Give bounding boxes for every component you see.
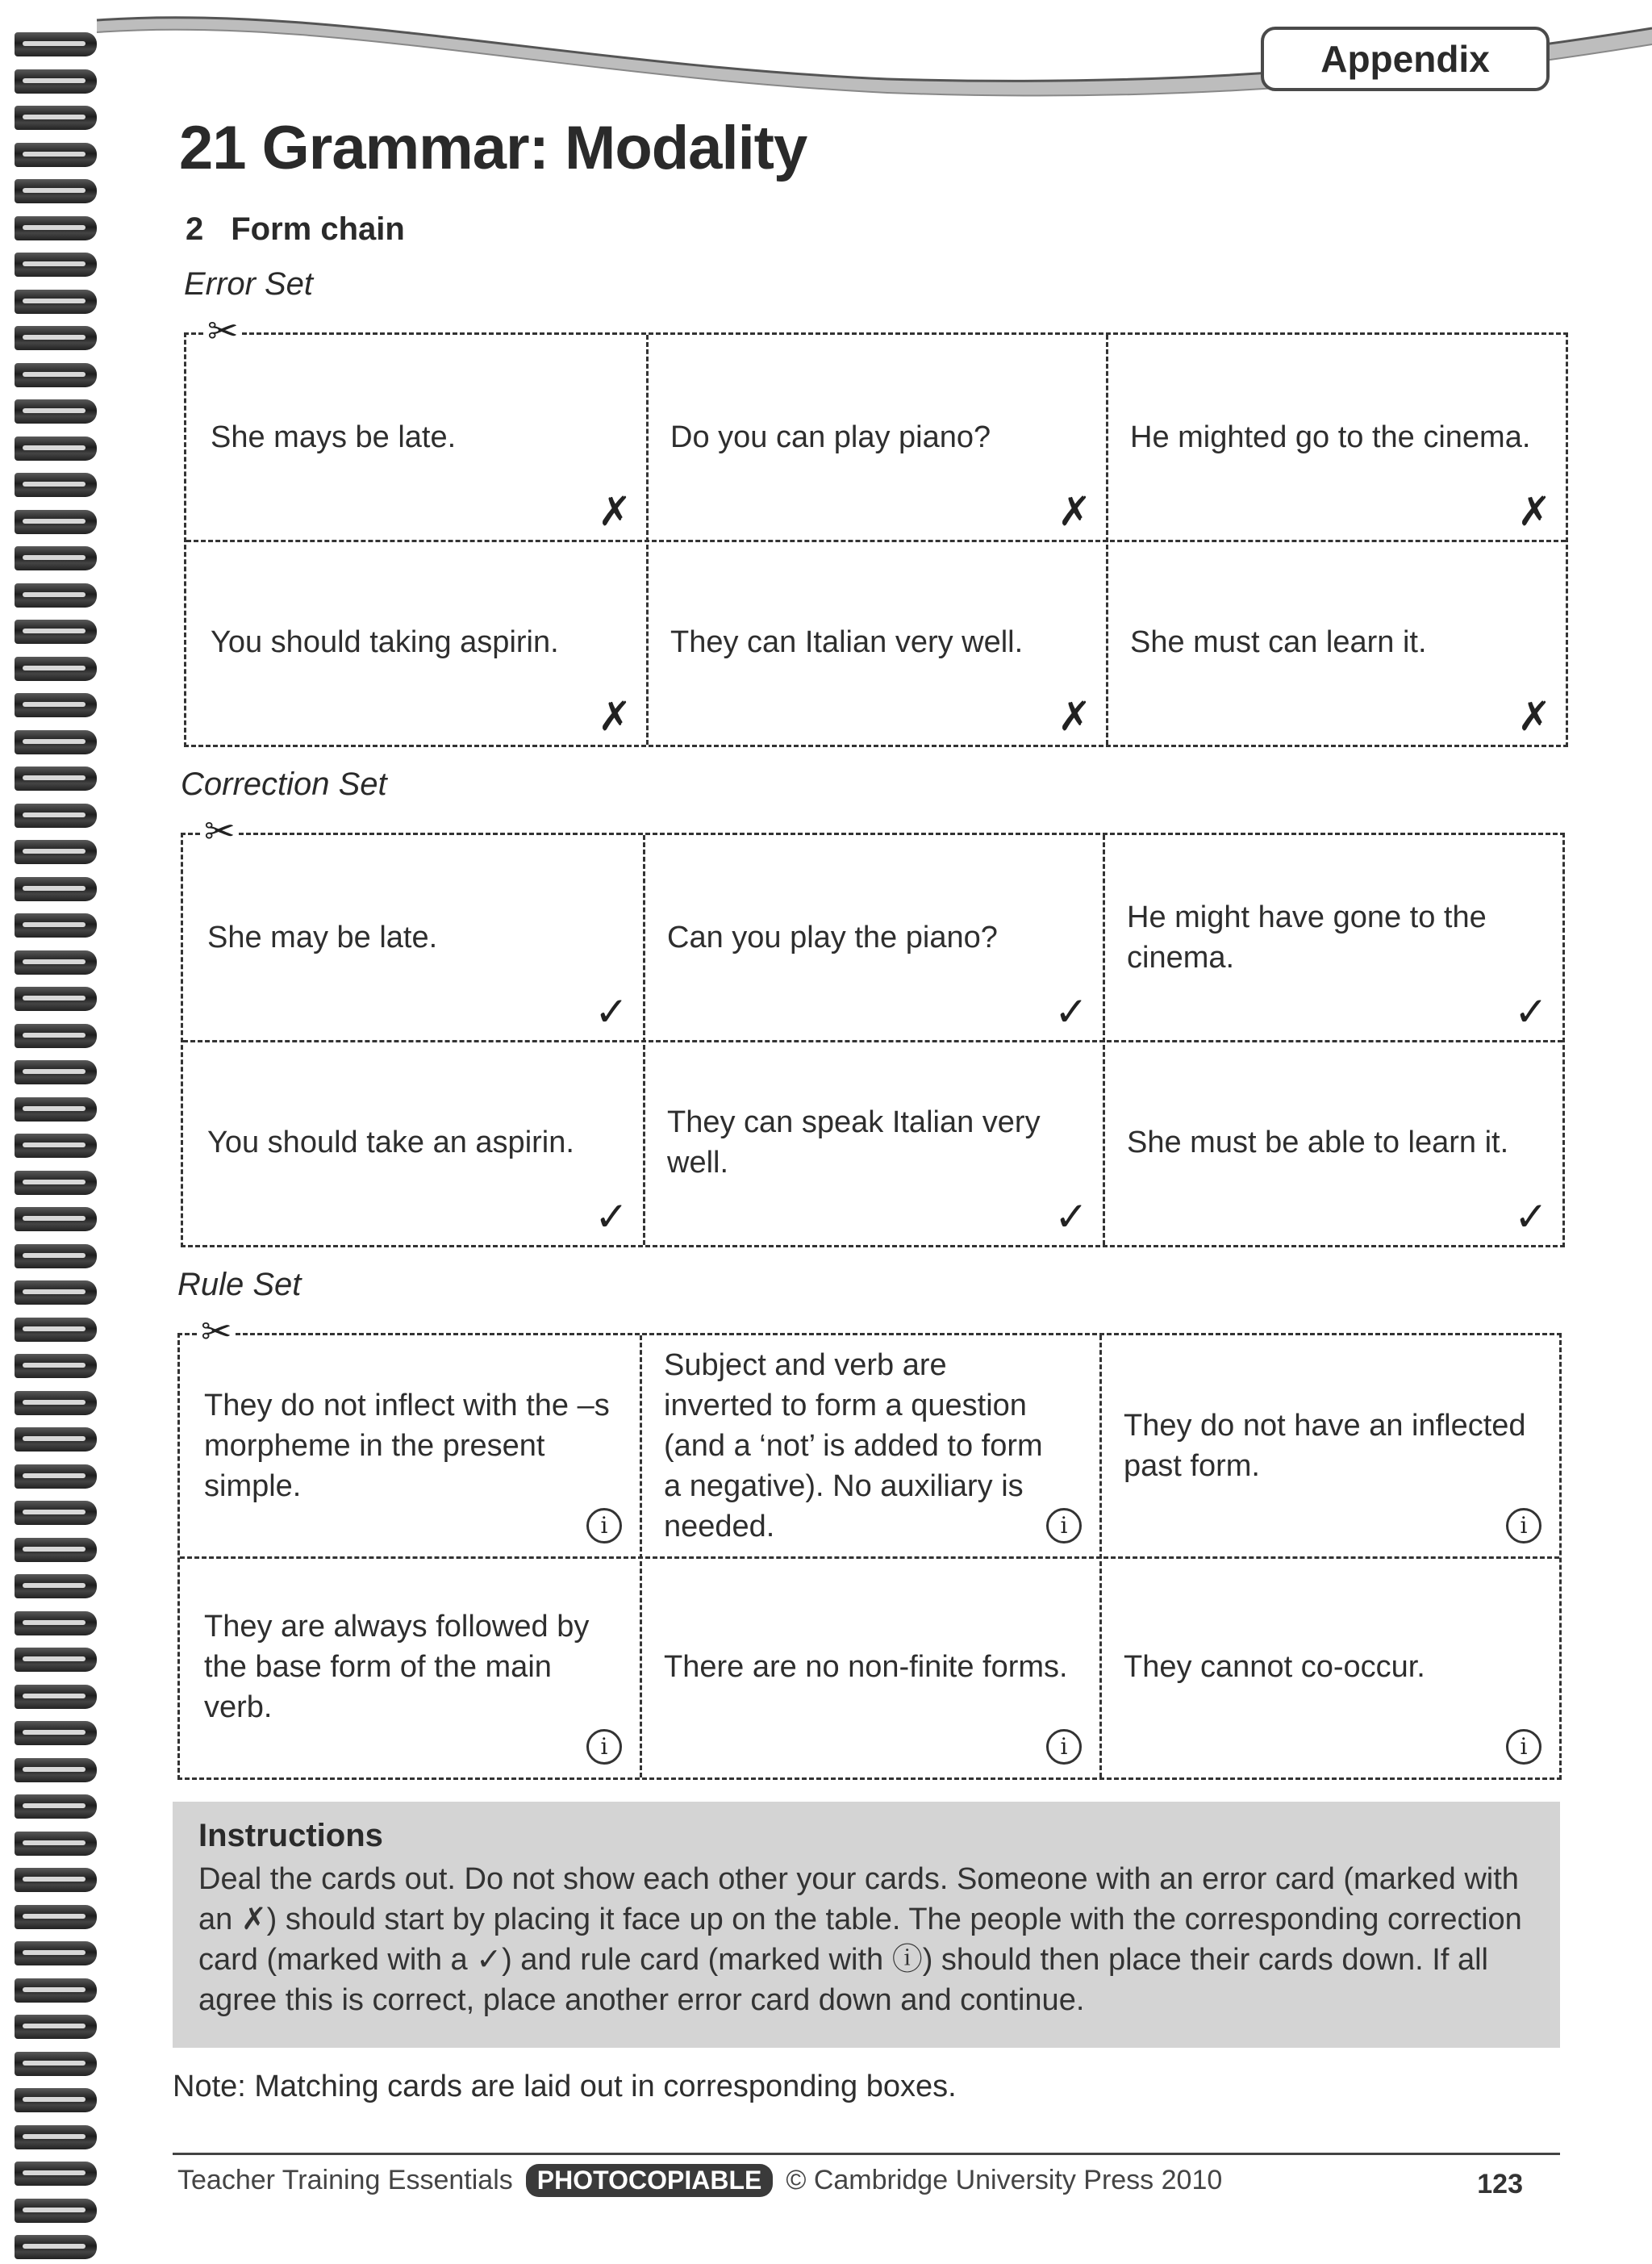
checkmark-icon: ✓ <box>1054 989 1088 1034</box>
section-heading <box>186 211 405 248</box>
checkmark-icon: ✓ <box>1054 1194 1088 1239</box>
binding-ring <box>15 1060 97 1084</box>
error-set-label: Error Set <box>184 266 314 302</box>
binding-ring <box>15 804 97 828</box>
page-number: 123 <box>1477 2169 1523 2199</box>
binding-ring <box>15 1538 97 1562</box>
scissors-icon: ✂ <box>198 1313 236 1350</box>
cross-icon: ✗ <box>1058 489 1091 534</box>
footer <box>177 2164 1222 2197</box>
binding-ring <box>15 2088 97 2112</box>
instructions-heading: Instructions <box>198 1818 383 1853</box>
binding-ring <box>15 767 97 791</box>
cross-icon: ✗ <box>1058 694 1091 739</box>
binding-ring <box>15 877 97 901</box>
correction-card: They can speak Italian very well. ✓ <box>667 1105 1088 1239</box>
error-card: They can Italian very well. ✗ <box>670 625 1091 739</box>
rule-card: There are no non-finite forms. i <box>640 1556 1099 1777</box>
binding-ring <box>15 253 97 277</box>
copyright: © Cambridge University Press 2010 <box>786 2165 1223 2195</box>
cross-icon: ✗ <box>1517 489 1551 534</box>
footer-divider <box>173 2153 1560 2155</box>
rule-card: They are always followed by the base form of the main verb. i <box>180 1556 640 1777</box>
binding-ring <box>15 1427 97 1452</box>
binding-ring <box>15 1501 97 1525</box>
binding-ring <box>15 620 97 644</box>
spiral-binding <box>0 0 105 2264</box>
rule-card: They do not have an inflected past form. i <box>1099 1335 1559 1556</box>
binding-ring <box>15 657 97 681</box>
info-icon: i <box>1046 1508 1082 1543</box>
binding-ring <box>15 1134 97 1158</box>
error-card: She mays be late. ✗ <box>211 420 632 534</box>
error-card: You should taking aspirin. ✗ <box>211 625 632 739</box>
binding-ring <box>15 2125 97 2149</box>
rule-card: They cannot co-occur. i <box>1099 1556 1559 1777</box>
binding-ring <box>15 1794 97 1819</box>
checkmark-icon: ✓ <box>1514 989 1548 1034</box>
cross-icon: ✗ <box>598 489 632 534</box>
binding-ring <box>15 1097 97 1122</box>
correction-card: You should take an aspirin. ✓ <box>207 1126 628 1239</box>
binding-ring <box>15 143 97 167</box>
binding-ring <box>15 1280 97 1305</box>
checkmark-icon: ✓ <box>594 1194 628 1239</box>
binding-ring <box>15 1758 97 1782</box>
binding-ring <box>15 1244 97 1268</box>
error-card: He mighted go to the cinema. ✗ <box>1130 420 1551 534</box>
binding-ring <box>15 1832 97 1856</box>
correction-card: She must be able to learn it. ✓ <box>1127 1126 1548 1239</box>
section-number: 2 <box>186 211 204 247</box>
binding-ring <box>15 730 97 754</box>
binding-ring <box>15 1391 97 1415</box>
binding-ring <box>15 693 97 717</box>
info-icon: i <box>586 1729 622 1765</box>
correction-card: He might have gone to the cinema. ✓ <box>1127 900 1548 1034</box>
binding-ring <box>15 1648 97 1672</box>
binding-ring <box>15 326 97 350</box>
binding-ring <box>15 1464 97 1489</box>
binding-ring <box>15 290 97 314</box>
binding-ring <box>15 1171 97 1195</box>
cross-icon: ✗ <box>1517 694 1551 739</box>
binding-ring <box>15 1868 97 1892</box>
binding-ring <box>15 437 97 461</box>
checkmark-icon: ✓ <box>1514 1194 1548 1239</box>
binding-ring <box>15 1905 97 1929</box>
binding-ring <box>15 1978 97 2003</box>
binding-ring <box>15 1941 97 1965</box>
binding-ring <box>15 950 97 975</box>
checkmark-icon: ✓ <box>594 989 628 1034</box>
binding-ring <box>15 510 97 534</box>
scissors-icon: ✂ <box>204 312 242 349</box>
rule-card: Subject and verb are inverted to form a question (and a ‘not’ is added to form a negative). No auxiliary is needed. i <box>640 1335 1099 1556</box>
error-card: She must can learn it. ✗ <box>1130 625 1551 739</box>
correction-set-grid <box>181 810 1565 1247</box>
binding-ring <box>15 473 97 497</box>
page-title: 21 Grammar: Modality <box>179 114 807 182</box>
binding-ring <box>15 179 97 203</box>
correction-set-label: Correction Set <box>181 767 387 802</box>
binding-ring <box>15 216 97 240</box>
correction-card: She may be late. ✓ <box>207 921 628 1034</box>
book-title: Teacher Training Essentials <box>177 2165 513 2195</box>
binding-ring <box>15 987 97 1011</box>
binding-ring <box>15 2162 97 2186</box>
binding-ring <box>15 1574 97 1598</box>
binding-ring <box>15 913 97 938</box>
binding-ring <box>15 363 97 387</box>
binding-ring <box>15 583 97 608</box>
info-icon: i <box>1506 1508 1541 1543</box>
info-icon: i <box>1506 1729 1541 1765</box>
info-icon: i <box>1046 1729 1082 1765</box>
instructions-box <box>173 1802 1560 2048</box>
binding-ring <box>15 1354 97 1378</box>
note-text: Note: Matching cards are laid out in corresponding boxes. <box>173 2070 957 2103</box>
rule-set-label: Rule Set <box>177 1267 302 1302</box>
error-card: Do you can play piano? ✗ <box>670 420 1091 534</box>
binding-ring <box>15 1207 97 1231</box>
rule-set-grid <box>177 1310 1562 1780</box>
binding-ring <box>15 2199 97 2223</box>
binding-ring <box>15 399 97 424</box>
instructions-body: Deal the cards out. Do not show each other your cards. Someone with an error card (marked with an ✗) should start by placing it face up on the table. The people with the corresponding correction card (marked with a ✓) and rule card (marked with ⓘ) should then place their cards down. If all agree this is correct, place another error card down and continue. <box>198 1862 1522 2017</box>
binding-ring <box>15 1685 97 1709</box>
binding-ring <box>15 1318 97 1342</box>
binding-ring <box>15 2052 97 2076</box>
binding-ring <box>15 840 97 864</box>
cross-icon: ✗ <box>598 694 632 739</box>
binding-ring <box>15 546 97 570</box>
binding-ring <box>15 2015 97 2039</box>
rule-card: They do not inflect with the –s morpheme in the present simple. i <box>180 1335 640 1556</box>
scissors-icon: ✂ <box>201 812 239 850</box>
correction-card: Can you play the piano? ✓ <box>667 921 1088 1034</box>
binding-ring <box>15 1721 97 1745</box>
error-set-grid <box>184 310 1568 747</box>
section-title: Form chain <box>231 211 405 247</box>
binding-ring <box>15 1024 97 1048</box>
photocopiable-badge: PHOTOCOPIABLE <box>526 2164 774 2197</box>
appendix-tab: Appendix <box>1261 27 1550 91</box>
binding-ring <box>15 2235 97 2259</box>
info-icon: i <box>586 1508 622 1543</box>
binding-ring <box>15 1611 97 1635</box>
